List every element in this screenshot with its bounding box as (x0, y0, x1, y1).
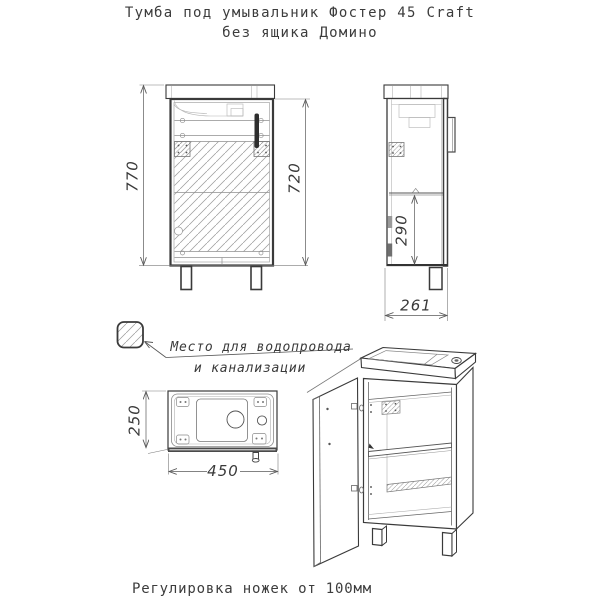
side-sink-top (384, 85, 448, 99)
dimension-770 (124, 85, 165, 265)
drawing-title-line2: без ящика Домино (222, 25, 378, 41)
door-handle-front (255, 114, 260, 149)
perspective-cabinet (364, 368, 474, 530)
front-leg-left (181, 267, 192, 290)
front-sink-top (166, 85, 275, 99)
top-width-label: 450 (207, 462, 239, 480)
hatched-square-icon (118, 322, 144, 348)
dimension-450 (169, 454, 279, 481)
top-depth-label: 250 (125, 404, 144, 436)
perspective-view (307, 348, 476, 567)
footer-note: Регулировка ножек от 100мм (132, 581, 372, 597)
note-line1: Место для водопровода (170, 340, 352, 355)
door-handle-side (448, 118, 456, 153)
side-leg (430, 268, 443, 290)
side-view (384, 85, 455, 321)
dimension-720 (275, 99, 310, 265)
front-height-cabinet-label: 720 (285, 162, 304, 194)
side-door-edge (444, 99, 448, 267)
hinge-plate-3d (382, 401, 400, 415)
drain-hole (227, 411, 244, 428)
faucet-hole (257, 416, 266, 425)
top-view (126, 391, 279, 480)
note-line2: и канализации (193, 361, 307, 376)
front-leg-right (251, 267, 262, 290)
perspective-legs (373, 526, 457, 556)
side-depth-label: 261 (400, 296, 432, 315)
side-hinge-plate (389, 143, 404, 157)
side-inner-height-label: 290 (392, 214, 411, 246)
front-height-overall-label: 770 (123, 160, 142, 192)
dimension-250 (126, 391, 168, 454)
plumbing-note (118, 322, 354, 376)
drawing-title-line1: Тумба под умывальник Фостер 45 Craft (124, 5, 476, 21)
hinge-plate-left (175, 142, 191, 157)
perspective-sink (361, 348, 476, 379)
front-view (124, 85, 311, 290)
plumbing-area-hatch (175, 142, 270, 252)
